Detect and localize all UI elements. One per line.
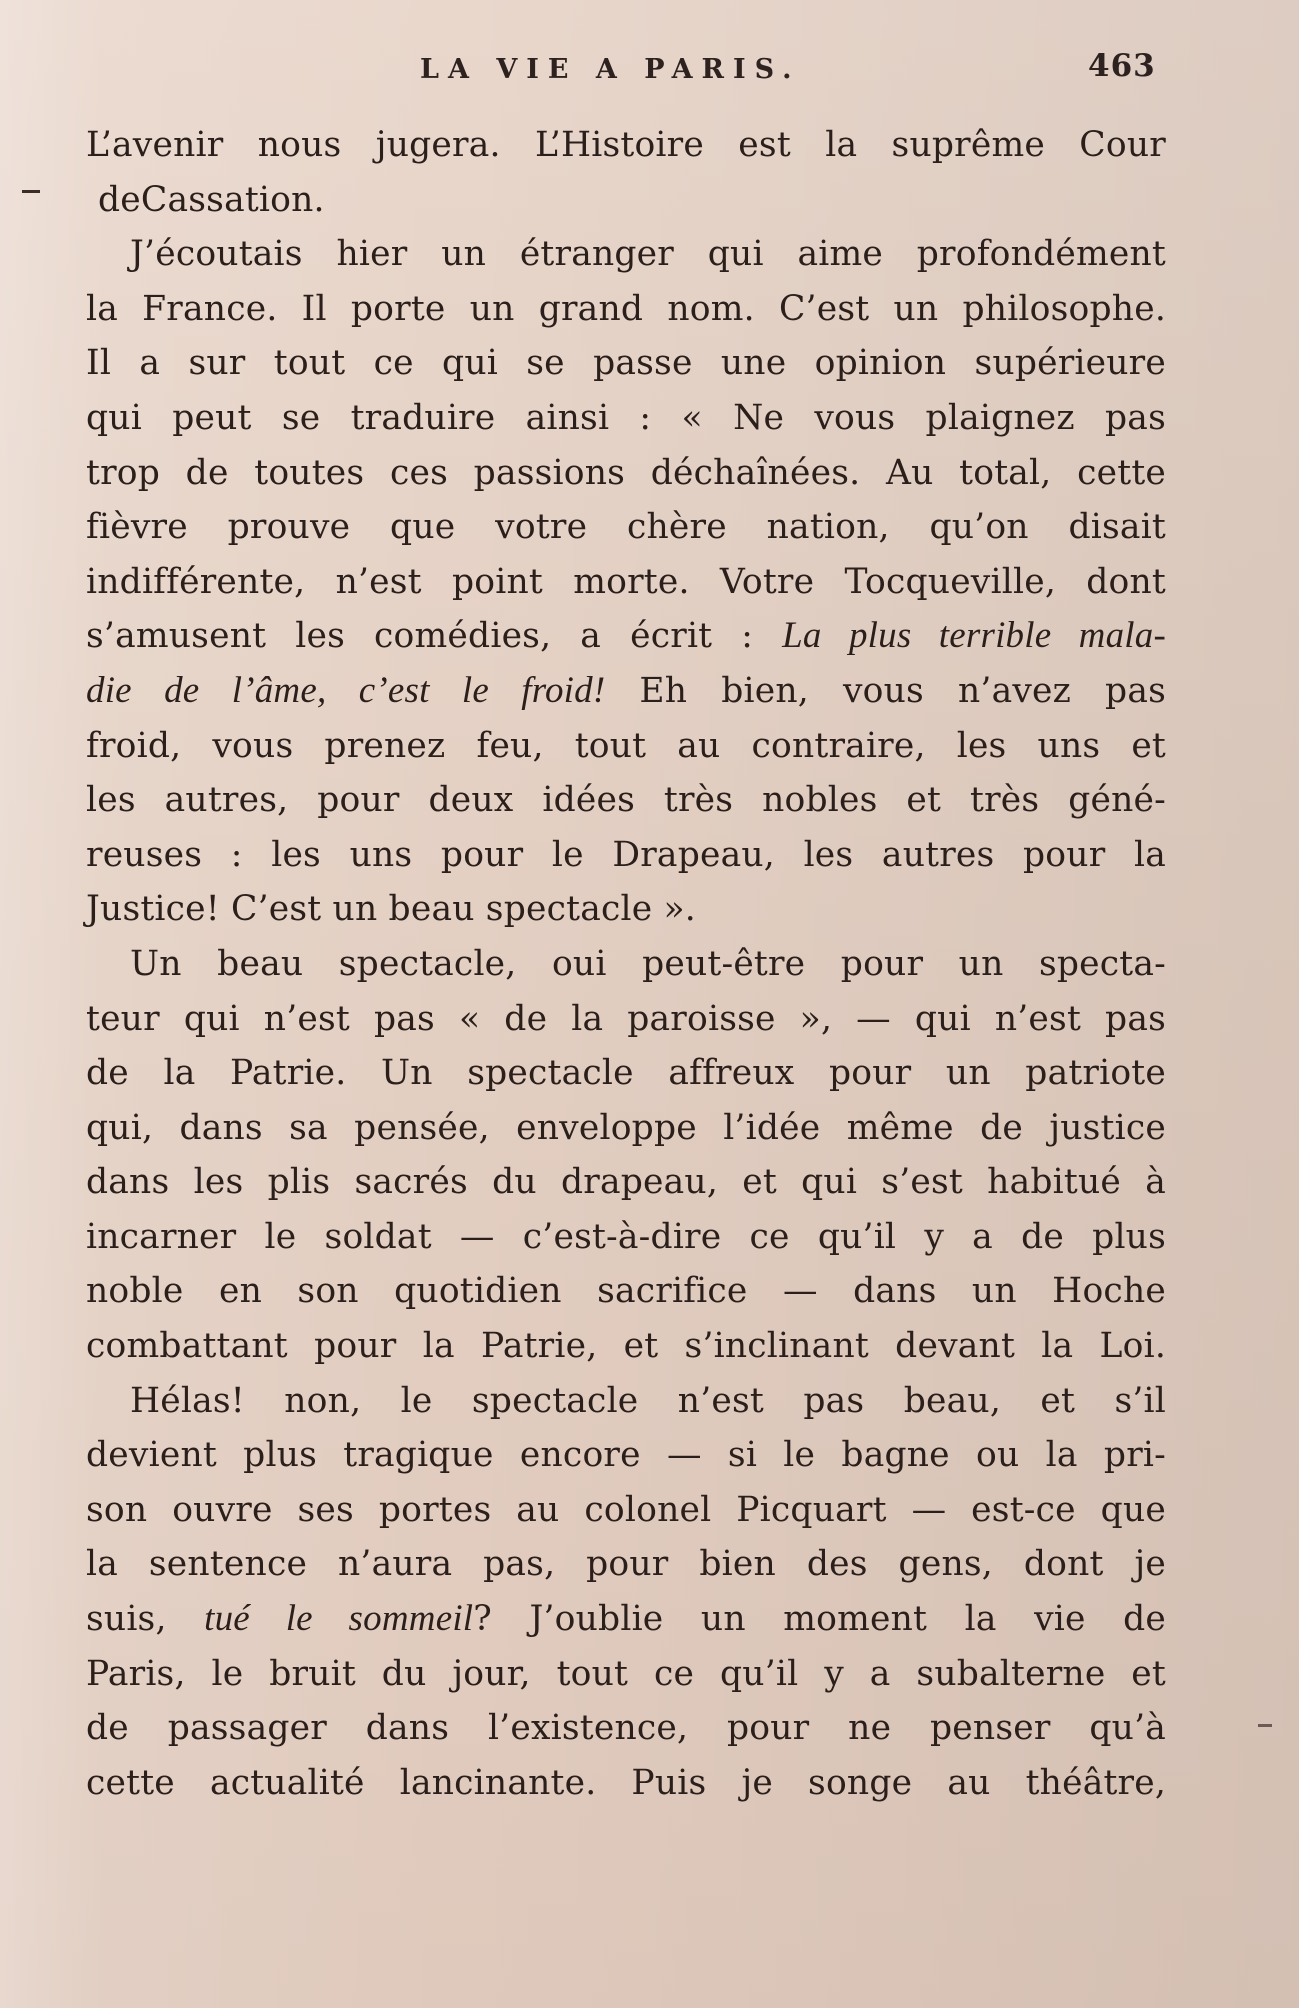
italic-text: die de l’âme, c’est le froid! xyxy=(86,669,606,711)
text-segment: ? J’oublie un moment la vie de xyxy=(473,1599,1167,1640)
text-line: teur qui n’est pas « de la paroisse », — qui n’est pas xyxy=(86,998,1166,1039)
text-line: Il a sur tout ce qui se passe une opinion supérieure xyxy=(86,343,1166,384)
text-line: Un beau spectacle, oui peut-être pour un specta- xyxy=(130,943,1166,984)
text-line xyxy=(86,664,1166,719)
running-title: LA VIE A PARIS. xyxy=(420,54,801,85)
text-line: Hélas! non, le spectacle n’est pas beau, et s’il xyxy=(130,1380,1166,1421)
text-line: la France. Il porte un grand nom. C’est un philosophe. xyxy=(86,288,1166,329)
text-line: reuses : les uns pour le Drapeau, les autres pour la xyxy=(86,834,1166,875)
italic-text: tué le sommeil xyxy=(204,1598,474,1640)
text-line: deCassation. xyxy=(98,179,325,220)
text-line xyxy=(86,1592,1166,1647)
text-line: noble en son quotidien sacrifice — dans un Hoche xyxy=(86,1271,1166,1312)
text-line: cette actualité lancinante. Puis je songe au théâtre, xyxy=(86,1762,1166,1803)
text-line: trop de toutes ces passions déchaînées. Au total, cette xyxy=(86,452,1166,493)
text-segment: s’amusent les comédies, a écrit : xyxy=(86,616,783,657)
text-line: incarner le soldat — c’est-à-dire ce qu’il y a de plus xyxy=(86,1216,1166,1257)
text-segment: suis, xyxy=(86,1599,205,1640)
body-text xyxy=(86,118,1166,1810)
text-line: froid, vous prenez feu, tout au contraire, les uns et xyxy=(86,725,1166,766)
text-line: indifférente, n’est point morte. Votre Tocqueville, dont xyxy=(86,561,1166,602)
text-line: Justice! C’est un beau spectacle ». xyxy=(86,889,696,930)
text-line xyxy=(86,609,1166,664)
text-line: son ouvre ses portes au colonel Picquart — est-ce que xyxy=(86,1489,1166,1530)
text-line: dans les plis sacrés du drapeau, et qui s’est habitué à xyxy=(86,1162,1166,1203)
italic-text: La plus terrible mala- xyxy=(782,615,1166,657)
text-line: J’écoutais hier un étranger qui aime profondément xyxy=(130,234,1166,275)
text-line: combattant pour la Patrie, et s’inclinant devant la Loi. xyxy=(86,1326,1166,1367)
margin-mark xyxy=(1258,1724,1272,1727)
margin-mark xyxy=(22,190,40,193)
page-header xyxy=(0,48,1299,98)
text-line: Paris, le bruit du jour, tout ce qu’il y a subalterne et xyxy=(86,1653,1166,1694)
text-line: de la Patrie. Un spectacle affreux pour un patriote xyxy=(86,1053,1166,1094)
text-line: L’avenir nous jugera. L’Histoire est la suprême Cour xyxy=(86,125,1166,165)
text-line: fièvre prouve que votre chère nation, qu’on disait xyxy=(86,507,1166,548)
text-line: les autres, pour deux idées très nobles et très géné- xyxy=(86,780,1166,821)
text-line: de passager dans l’existence, pour ne penser qu’à xyxy=(86,1708,1166,1749)
text-line: qui peut se traduire ainsi : « Ne vous plaignez pas xyxy=(86,397,1166,438)
page-number: 463 xyxy=(1088,48,1156,84)
text-segment: Eh bien, vous n’avez pas xyxy=(605,670,1166,711)
text-line: devient plus tragique encore — si le bagne ou la pri- xyxy=(86,1435,1166,1476)
text-line: la sentence n’aura pas, pour bien des gens, dont je xyxy=(86,1544,1166,1585)
text-line: qui, dans sa pensée, enveloppe l’idée même de justice xyxy=(86,1107,1166,1148)
